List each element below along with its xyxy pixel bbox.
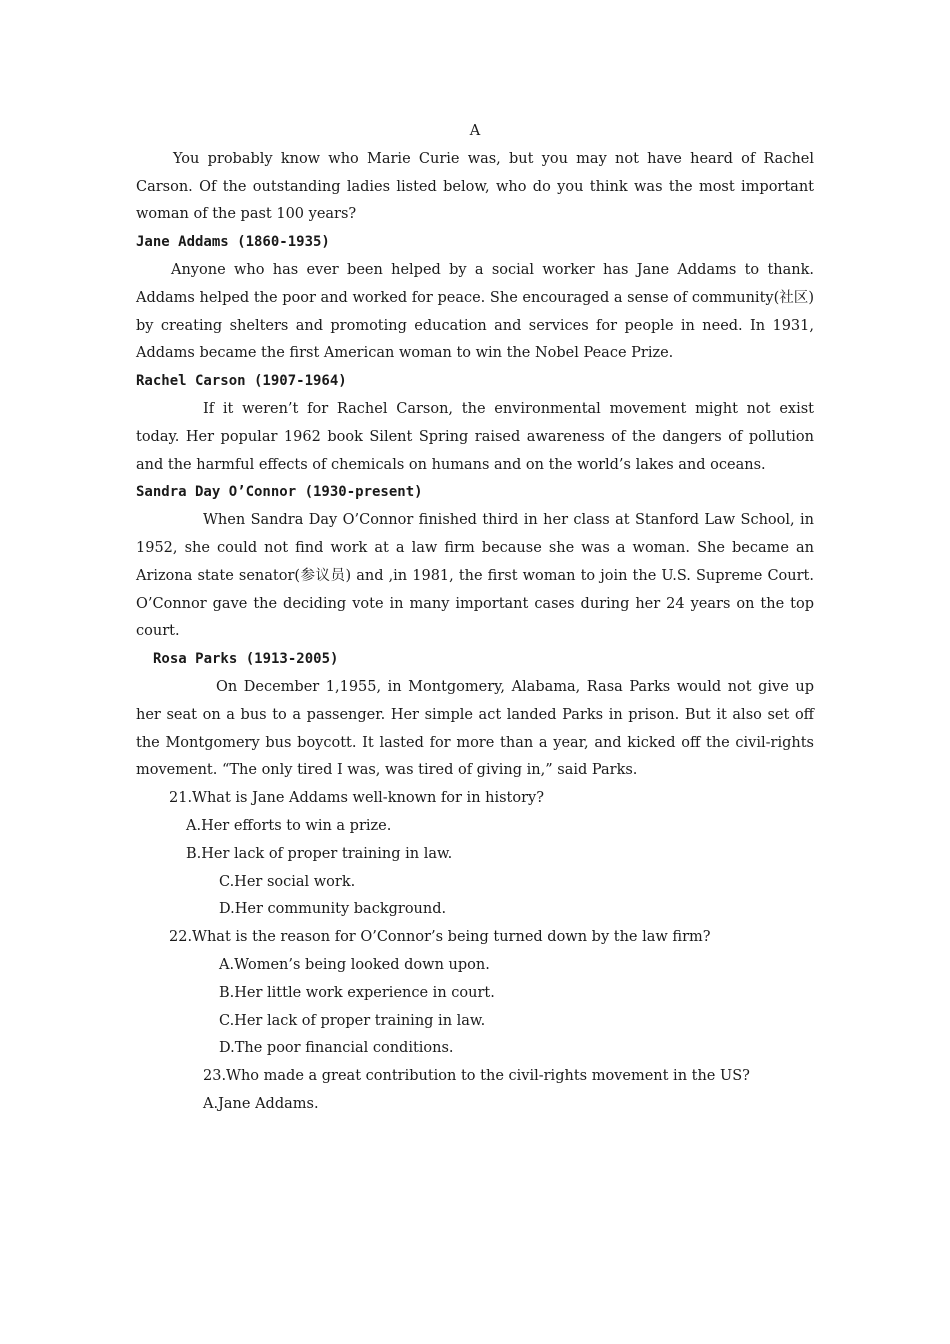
person-heading-rosa-parks: Rosa Parks (1913-2005) <box>153 651 339 668</box>
question-22-option-d: D.The poor financial conditions. <box>219 1040 454 1057</box>
person-text-rosa-parks: On December 1,1955, in Montgomery, Alabama, Rasa Parks would not give up her seat on a bus to a passenger. Her simple act landed Parks in prison. But it also set off the Montgomery bus boycott. It lasted for more than a year, and kicked off the civil-rights movement. “The only tired I was, was tired of giving in,” said Parks. <box>136 678 814 779</box>
question-21-option-d: D.Her community background. <box>219 901 447 918</box>
question-22-stem: 22.What is the reason for O’Connor’s being turned down by the law firm? <box>169 929 711 946</box>
question-21-option-a: A.Her efforts to win a prize. <box>186 817 392 834</box>
section-label: A <box>469 123 481 139</box>
person-text-sandra-day-oconnor: When Sandra Day O’Connor finished third in her class at Stanford Law School, in 1952, she could not find work at a law firm because she was a woman. She became an Arizona state senator(参议员) and ,in 1981, the first woman to join the U.S. Supreme Court. O’Connor gave the deciding vote in many important cases during her 24 years on the top court. <box>136 512 814 640</box>
question-22-option-c: C.Her lack of proper training in law. <box>219 1012 486 1029</box>
person-text-jane-addams: Anyone who has ever been helped by a social worker has Jane Addams to thank. Addams helped the poor and worked for peace. She encouraged a sense of community(社区) by creating shelters and promoting education and services for people in need. In 1931, Addams became the first American woman to win the Nobel Peace Prize. <box>136 261 814 362</box>
question-23-stem: 23.Who made a great contribution to the civil-rights movement in the US? <box>203 1068 750 1085</box>
intro-paragraph: You probably know who Marie Curie was, but you may not have heard of Rachel Carson. Of the outstanding ladies listed below, who do you think was the most important woman of the past 100 years? <box>136 150 814 223</box>
person-text-rachel-carson: If it weren’t for Rachel Carson, the environmental movement might not exist today. Her popular 1962 book Silent Spring raised awareness of the dangers of pollution and the harmful effects of chemicals on humans and on the world’s lakes and oceans. <box>136 400 814 473</box>
person-heading-jane-addams: Jane Addams (1860-1935) <box>136 234 330 251</box>
question-21-option-b: B.Her lack of proper training in law. <box>186 845 453 862</box>
question-22-option-a: A.Women’s being looked down upon. <box>219 956 490 973</box>
question-21-option-c: C.Her social work. <box>219 873 356 890</box>
passage-page <box>136 118 814 1119</box>
person-heading-rachel-carson: Rachel Carson (1907-1964) <box>136 373 347 390</box>
question-22-option-b: B.Her little work experience in court. <box>219 984 495 1001</box>
question-21-stem: 21.What is Jane Addams well-known for in history? <box>169 790 545 807</box>
question-23-option-a: A.Jane Addams. <box>203 1095 319 1112</box>
person-heading-sandra-day-oconnor: Sandra Day O’Connor (1930-present) <box>136 484 423 501</box>
